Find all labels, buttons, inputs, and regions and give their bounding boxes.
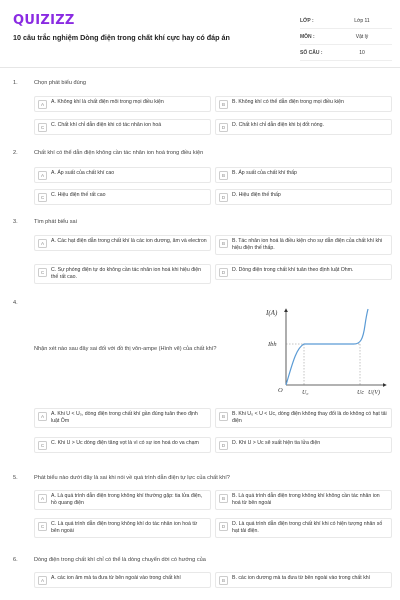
class-row <box>300 13 392 29</box>
option-letter: D <box>219 522 228 531</box>
option-d[interactable] <box>215 518 392 538</box>
question-text: Chọn phát biểu đúng <box>34 80 86 86</box>
class-value: Lớp 11 <box>354 17 370 24</box>
x-axis-label: U(V) <box>368 390 380 396</box>
meta-info-box <box>300 13 392 61</box>
subject-label: MÔN : <box>300 33 315 40</box>
y-axis-label: I(A) <box>266 309 278 317</box>
option-text: B. Áp suất của chất khí thấp <box>232 170 297 176</box>
origin-label: O <box>278 387 283 394</box>
option-text: C. Là quá trình dẫn điện trong không khí do tác nhân ion hoá từ bên ngoài <box>51 521 198 534</box>
question-number: 1. <box>13 80 18 86</box>
question-number: 3. <box>13 219 18 225</box>
option-text: D. Dòng điện trong chất khí tuân theo định luật Ohm. <box>232 267 354 273</box>
option-text: C. Khi U > Uc dòng điện tăng vọt là vì có sự ion hoá do va chạm <box>51 440 199 446</box>
question-text: Tìm phát biểu sai <box>34 219 77 225</box>
option-text: A. Là quá trình dẫn điện trong không khí thường gặp: tia lửa điện, hồ quang điện <box>51 493 203 506</box>
question-number: 6. <box>13 557 18 563</box>
uc-tick-label: Uc <box>357 390 364 396</box>
option-letter: D <box>219 441 228 450</box>
option-letter: C <box>38 522 47 531</box>
option-letter: B <box>219 100 228 109</box>
option-letter: A <box>38 412 47 421</box>
question-count-label: SỐ CÂU : <box>300 49 323 56</box>
option-letter: B <box>219 171 228 180</box>
option-text: B. Là quá trình dẫn điện trong không khí không cần tác nhân ion hoá từ bên ngoài <box>232 493 380 506</box>
option-text: A. Các hạt điện dẫn trong chất khí là các ion dương, âm và electron <box>51 238 207 244</box>
option-c[interactable] <box>34 264 211 284</box>
option-b[interactable] <box>215 167 392 183</box>
saturation-current-label: Ibh <box>268 341 277 348</box>
option-letter: A <box>38 494 47 503</box>
option-d[interactable] <box>215 264 392 280</box>
option-c[interactable] <box>34 518 211 538</box>
option-text: A. các ion âm mà ta đưa từ bên ngoài vào trong chất khí <box>51 575 181 581</box>
option-text: D. Chất khí chỉ dẫn điện khi bị đốt nóng. <box>232 122 324 128</box>
option-letter: C <box>38 193 47 202</box>
class-label: LỚP : <box>300 17 314 24</box>
iv-curve <box>286 309 368 385</box>
option-letter: B <box>219 494 228 503</box>
quizizz-logo[interactable]: QUIZIZZ <box>13 13 75 28</box>
u0-tick-label: U₀ <box>302 390 309 396</box>
option-text: B. các ion dương mà ta đưa từ bên ngoài vào trong chất khí <box>232 575 371 581</box>
option-c[interactable] <box>34 189 211 205</box>
option-letter: A <box>38 239 47 248</box>
question-count-row <box>300 45 392 61</box>
option-a[interactable] <box>34 235 211 251</box>
question-text: Chất khí có thể dẫn điện không cần tác nhân ion hoá trong điều kiện <box>34 150 204 156</box>
option-a[interactable] <box>34 408 211 428</box>
option-text: D. Hiệu điện thế thấp <box>232 192 281 198</box>
option-a[interactable] <box>34 572 211 588</box>
option-letter: B <box>219 576 228 585</box>
page-header <box>0 0 400 68</box>
volt-ampere-graph <box>262 303 392 398</box>
subject-row <box>300 29 392 45</box>
option-c[interactable] <box>34 119 211 135</box>
option-letter: C <box>38 123 47 132</box>
option-letter: D <box>219 193 228 202</box>
option-b[interactable] <box>215 572 392 588</box>
option-letter: C <box>38 441 47 450</box>
document-title: 10 câu trắc nghiệm Dòng điện trong chất khí cực hay có đáp án <box>13 33 230 42</box>
option-text: C. Chất khí chỉ dẫn điện khi có tác nhân ion hoá <box>51 122 162 128</box>
option-a[interactable] <box>34 96 211 112</box>
option-c[interactable] <box>34 437 211 453</box>
option-a[interactable] <box>34 490 211 510</box>
option-d[interactable] <box>215 437 392 453</box>
option-text: B. Tác nhân ion hoá là điều kiện cho sự dẫn điện của chất khí khi hiệu điện thế thấp. <box>232 238 383 251</box>
option-letter: D <box>219 268 228 277</box>
option-text: D. Là quá trình dẫn điện trong chất khí khi có hiện tượng nhân số hạt tải điện. <box>232 521 383 534</box>
question-number: 4. <box>13 300 18 306</box>
question-number: 5. <box>13 475 18 481</box>
option-d[interactable] <box>215 189 392 205</box>
option-text: C. Hiệu điện thế rất cao <box>51 192 106 198</box>
option-b[interactable] <box>215 96 392 112</box>
option-text: B. Không khí có thể dẫn điện trong mọi điều kiện <box>232 99 344 105</box>
option-text: B. Khi U₀ < U < Uc, dòng điện không thay đổi là do không có hạt tải điện <box>232 411 387 424</box>
option-letter: A <box>38 171 47 180</box>
option-b[interactable] <box>215 235 392 255</box>
option-text: A. Không khí là chất điện môi trong mọi điều kiện <box>51 99 164 105</box>
option-d[interactable] <box>215 119 392 135</box>
option-text: A. Khi U < U₀, dòng điện trong chất khí gần đúng tuân theo định luật Ôm <box>51 411 198 424</box>
option-letter: A <box>38 100 47 109</box>
option-text: C. Sự phóng điện tự do không cần tác nhân ion hoá khi hiệu điện thế rất cao. <box>51 267 201 280</box>
option-a[interactable] <box>34 167 211 183</box>
question-number: 2. <box>13 150 18 156</box>
option-text: A. Áp suất của chất khí cao <box>51 170 115 176</box>
option-letter: A <box>38 576 47 585</box>
question-text: Dòng điện trong chất khí chỉ có thể là dòng chuyển dời có hướng của <box>34 557 206 563</box>
option-b[interactable] <box>215 408 392 428</box>
option-b[interactable] <box>215 490 392 510</box>
option-letter: B <box>219 412 228 421</box>
option-letter: D <box>219 123 228 132</box>
option-text: D. Khi U > Uc sẽ xuất hiện tia lửa điện <box>232 440 321 446</box>
subject-value: Vật lý <box>355 33 369 40</box>
question-text: Phát biểu nào dưới đây là sai khi nói về quá trình dẫn điện tự lực của chất khí? <box>34 475 230 481</box>
question-count-value: 10 <box>359 49 365 56</box>
option-letter: C <box>38 268 47 277</box>
graph-svg <box>262 303 392 398</box>
option-letter: B <box>219 239 228 248</box>
question-text: Nhận xét nào sau đây sai đối với đồ thị vôn-ampe (Hình vẽ) của chất khí? <box>34 346 217 352</box>
